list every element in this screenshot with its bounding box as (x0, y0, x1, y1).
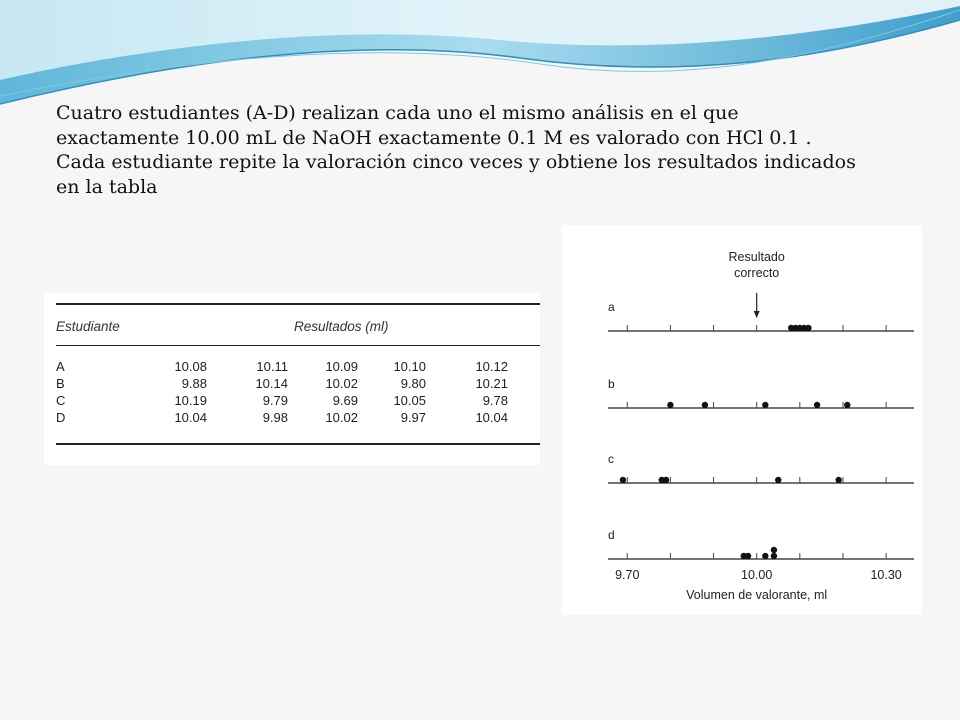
statement-line: en la tabla (56, 175, 158, 198)
correct-result-label: correcto (734, 266, 780, 280)
data-point (620, 477, 626, 483)
data-point (835, 477, 841, 483)
data-point (775, 477, 781, 483)
table-bottom-rule (56, 443, 540, 445)
table-cell: 10.11 (256, 359, 288, 374)
dot-plot-figure (562, 225, 922, 615)
data-point (667, 402, 673, 408)
tick-label: 10.30 (870, 568, 902, 582)
problem-statement (56, 101, 916, 199)
table-top-rule (56, 303, 540, 305)
data-point (771, 553, 777, 559)
statement-line: Cada estudiante repite la valoración cinco veces y obtiene los resultados indicados (56, 151, 856, 173)
table-cell: 10.02 (325, 410, 358, 425)
series-label: b (608, 377, 615, 391)
table-cell: 9.79 (262, 393, 288, 408)
table-cell: 10.14 (255, 376, 288, 391)
row-label: A (56, 359, 65, 374)
correct-result-label: Resultado (728, 250, 785, 264)
row-label: B (56, 376, 65, 391)
data-point (771, 547, 777, 553)
table-cell: 10.04 (174, 410, 207, 425)
dot-plot (562, 225, 922, 615)
data-point (797, 325, 803, 331)
header-results: Resultados (ml) (294, 319, 389, 334)
row-label: C (56, 393, 66, 408)
data-point (762, 553, 768, 559)
table-cell: 10.09 (325, 359, 358, 374)
data-point (762, 402, 768, 408)
table-cell: 9.80 (400, 376, 426, 391)
results-table-image (44, 293, 540, 465)
data-point (805, 325, 811, 331)
table-cell: 10.19 (174, 393, 207, 408)
x-axis-label: Volumen de valorante, ml (686, 588, 828, 602)
data-point (814, 402, 820, 408)
table-cell: 10.04 (475, 410, 508, 425)
table-cell: 10.02 (325, 376, 358, 391)
table-cell: 9.97 (400, 410, 426, 425)
series-label: d (608, 528, 615, 542)
table-header-rule (56, 345, 540, 346)
statement-line: exactamente 10.00 mL de NaOH exactamente 0.1 M es valorado con HCl 0.1 . (56, 126, 812, 149)
tick-label: 9.70 (615, 568, 640, 582)
table-cell: 10.05 (393, 393, 426, 408)
data-point (702, 402, 708, 408)
table-cell: 10.10 (393, 359, 426, 374)
table-cell: 10.12 (475, 359, 508, 374)
table-cell: 9.69 (332, 393, 358, 408)
statement-line: Cuatro estudiantes (A-D) realizan cada uno el mismo análisis en el que (56, 102, 739, 124)
table-cell: 9.88 (181, 376, 207, 391)
data-point (844, 402, 850, 408)
table-cell: 9.98 (262, 410, 288, 425)
series-label: c (608, 452, 614, 466)
table-cell: 10.21 (475, 376, 508, 391)
row-label: D (56, 410, 66, 425)
series-label: a (608, 300, 615, 314)
data-point (741, 553, 747, 559)
tick-label: 10.00 (741, 568, 773, 582)
table-cell: 9.78 (482, 393, 508, 408)
table-cell: 10.08 (174, 359, 207, 374)
correct-result-arrowhead (754, 311, 760, 318)
data-point (659, 477, 665, 483)
header-student: Estudiante (56, 319, 120, 334)
